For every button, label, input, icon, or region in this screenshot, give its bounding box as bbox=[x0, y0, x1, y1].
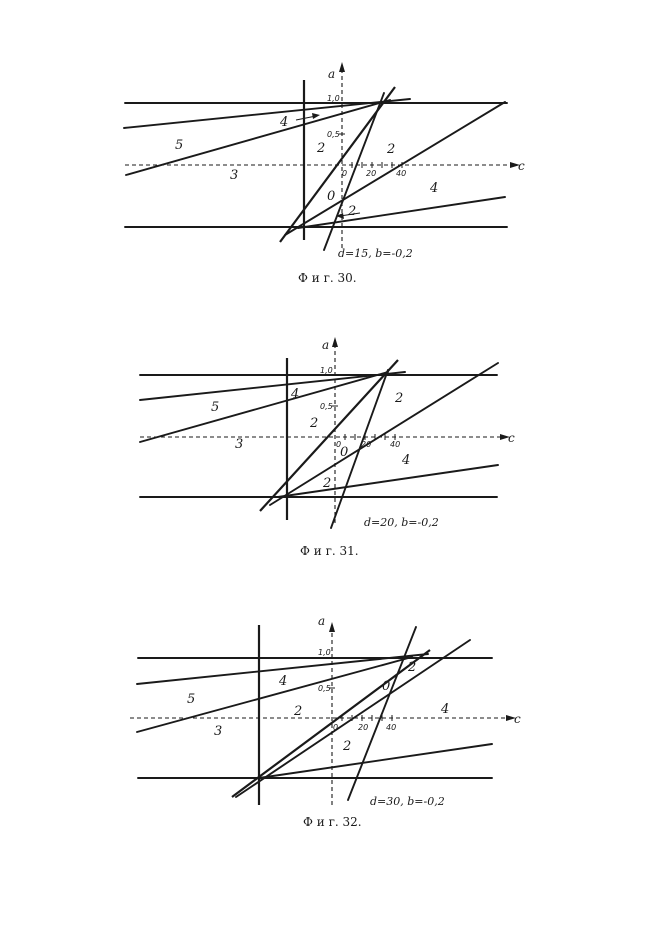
region-label: 0 bbox=[327, 189, 336, 204]
x-tick-label: 40 bbox=[396, 169, 407, 178]
region-label: 4 bbox=[430, 181, 439, 196]
a-axis-label: a bbox=[328, 67, 336, 81]
region-label: 2 bbox=[310, 416, 319, 431]
region-label: 0 bbox=[382, 679, 391, 694]
region-label: 4 bbox=[441, 702, 450, 717]
region-label: 3 bbox=[214, 724, 223, 739]
y-tick-label: 1,0 bbox=[327, 94, 340, 103]
figure-caption: Ф и г. 30. bbox=[298, 271, 357, 285]
line-4-lower bbox=[278, 465, 498, 497]
x-tick-label: 40 bbox=[390, 440, 401, 449]
region-label: 4 bbox=[291, 387, 300, 402]
region-label: 2 bbox=[395, 391, 404, 406]
x-tick-label: 20 bbox=[358, 723, 369, 732]
region-label: 4 bbox=[402, 453, 411, 468]
region-label: 4 bbox=[280, 115, 289, 130]
region-label: 0 bbox=[340, 445, 349, 460]
region-label: 2 bbox=[343, 739, 352, 754]
region-label: 3 bbox=[235, 437, 244, 452]
region-label: 2 bbox=[408, 660, 417, 675]
x-tick-label: 40 bbox=[386, 723, 397, 732]
line-3-2 bbox=[140, 372, 388, 442]
x-tick-label: 20 bbox=[366, 169, 377, 178]
region-label: 5 bbox=[211, 400, 220, 415]
x-tick-label: 0 bbox=[336, 440, 342, 449]
region-label: 5 bbox=[187, 692, 196, 707]
region-label: 3 bbox=[230, 168, 239, 183]
parameters-label: d=30, b=-0,2 bbox=[370, 795, 445, 808]
x-tick-label: 0 bbox=[342, 169, 348, 178]
line-lower bbox=[259, 744, 492, 778]
y-tick-label: 0,5 bbox=[318, 684, 331, 693]
c-axis-label: c bbox=[518, 159, 525, 173]
region-label: 2 bbox=[317, 141, 326, 156]
region-label: 2 bbox=[294, 704, 303, 719]
figure-caption: Ф и г. 31. bbox=[300, 544, 359, 558]
figure-31 bbox=[140, 337, 515, 558]
y-tick-label: 1,0 bbox=[318, 648, 331, 657]
line-0-2 bbox=[270, 363, 498, 505]
region-label: 2 bbox=[323, 476, 332, 491]
parameters-label: d=20, b=-0,2 bbox=[364, 516, 439, 529]
x-tick-label: 20 bbox=[361, 440, 372, 449]
figure-32 bbox=[130, 614, 521, 829]
pointer-arrow-icon bbox=[312, 113, 320, 119]
c-axis-label: c bbox=[514, 712, 521, 726]
y-tick-label: 0,5 bbox=[327, 130, 340, 139]
a-axis-arrow-icon bbox=[339, 62, 345, 72]
region-label: 2 bbox=[387, 142, 396, 157]
x-tick-label: 0 bbox=[333, 723, 339, 732]
steep-line-b bbox=[348, 627, 416, 800]
a-axis-arrow-icon bbox=[332, 337, 338, 347]
a-axis-arrow-icon bbox=[329, 622, 335, 632]
region-label: 2 bbox=[348, 204, 357, 219]
y-tick-label: 1,0 bbox=[320, 366, 333, 375]
a-axis-label: a bbox=[318, 614, 326, 628]
figure-caption: Ф и г. 32. bbox=[303, 815, 362, 829]
region-label: 5 bbox=[175, 138, 184, 153]
line-3-4 bbox=[126, 100, 390, 175]
y-tick-label: 0,5 bbox=[320, 402, 333, 411]
figure-30 bbox=[124, 62, 525, 285]
parameters-label: d=15, b=-0,2 bbox=[338, 247, 413, 260]
line-0-2 bbox=[285, 102, 505, 235]
a-axis-label: a bbox=[322, 338, 330, 352]
c-axis-label: c bbox=[508, 431, 515, 445]
region-label: 4 bbox=[279, 674, 288, 689]
